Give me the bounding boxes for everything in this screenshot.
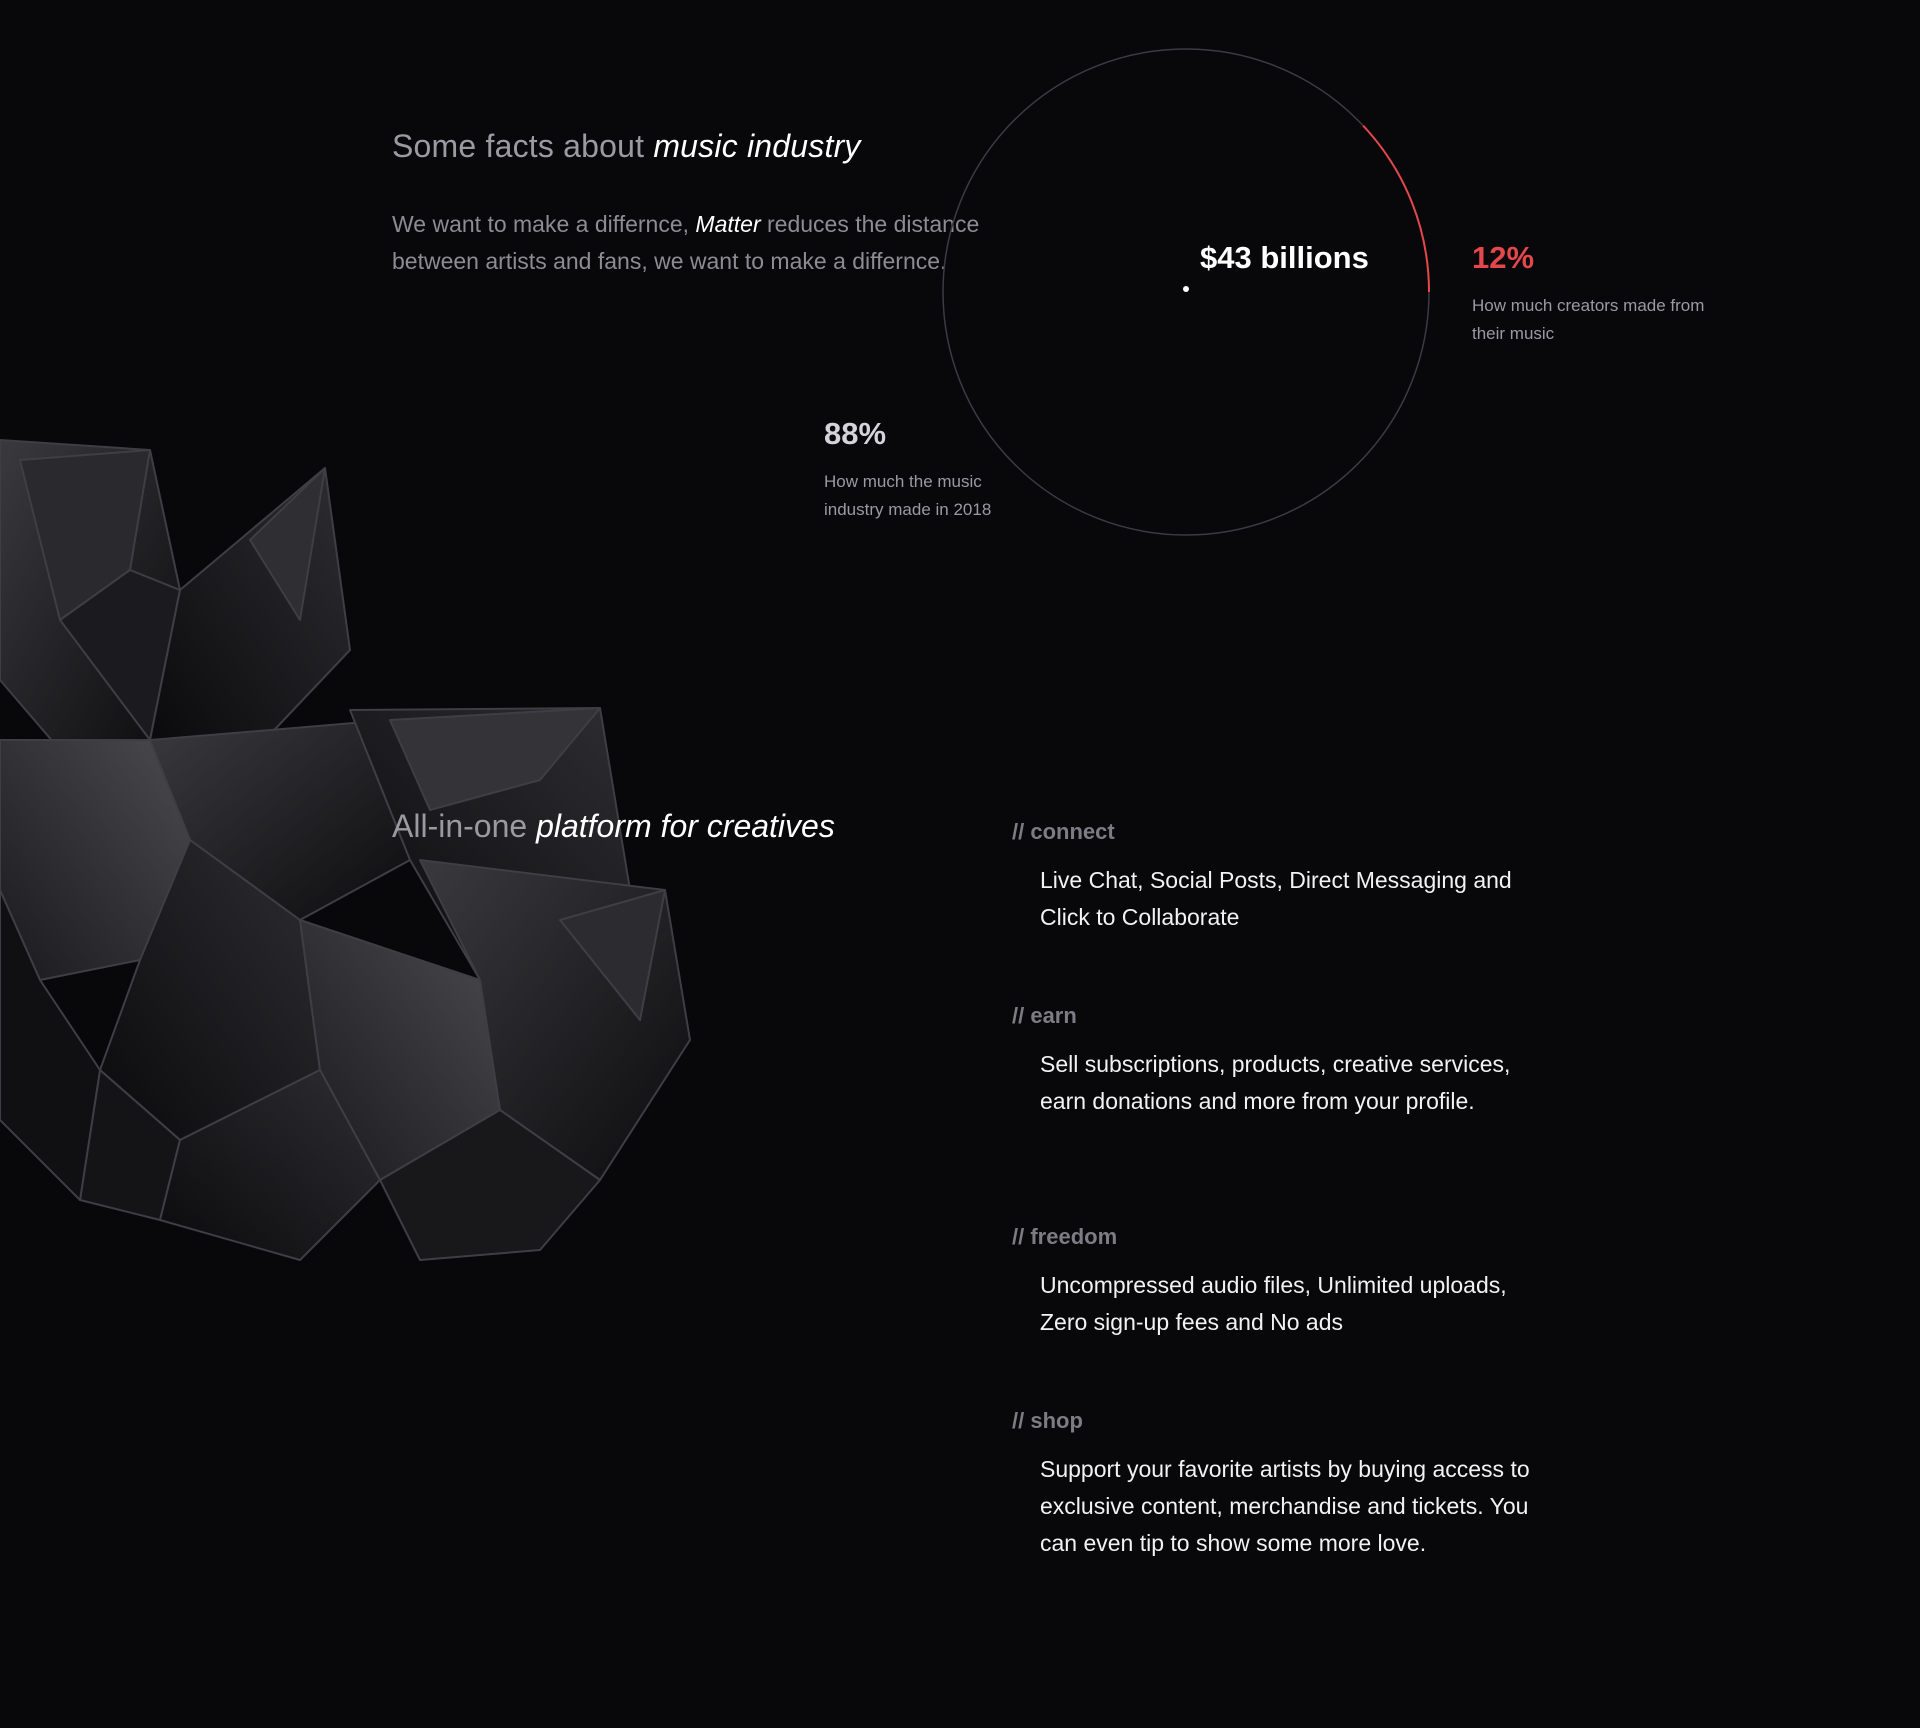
facts-heading-emphasis: music industry — [653, 128, 861, 164]
platform-heading — [392, 808, 835, 845]
feature-shop — [1012, 1401, 1532, 1562]
feature-tag: // earn — [1012, 1003, 1077, 1028]
facts-intro-before: We want to make a differnce, — [392, 211, 696, 237]
facts-intro-after: reduces the distance between artists and fans, we want to make a differnce. — [392, 211, 980, 274]
creators-share-label: How much creators made from their music — [1472, 296, 1705, 343]
facts-heading — [392, 128, 861, 165]
platform-heading-emphasis: platform for creatives — [536, 808, 835, 844]
creators-share-arc — [1363, 126, 1429, 292]
industry-share-label: How much the music industry made in 2018 — [824, 472, 992, 519]
feature-tag: // freedom — [1012, 1224, 1118, 1249]
total-revenue-value: $43 billions — [1200, 240, 1369, 275]
feature-description: Uncompressed audio files, Unlimited uploads, Zero sign-up fees and No ads — [1040, 1272, 1507, 1335]
feature-freedom — [1012, 1217, 1532, 1341]
feature-tag: // connect — [1012, 819, 1115, 844]
crystal-sculpture-image — [0, 420, 720, 1280]
feature-earn — [1012, 996, 1532, 1120]
ring-center-dot — [1183, 286, 1189, 292]
feature-tag: // shop — [1012, 1408, 1083, 1433]
feature-description: Support your favorite artists by buying access to exclusive content, merchandise and tickets. You can even tip to show some more love. — [1040, 1456, 1530, 1556]
platform-heading-plain: All-in-one — [392, 808, 537, 844]
brand-name: Matter — [695, 211, 761, 237]
feature-description: Sell subscriptions, products, creative services, earn donations and more from your profile. — [1040, 1051, 1511, 1114]
creators-share-value: 12% — [1472, 240, 1535, 275]
industry-share-value: 88% — [824, 416, 887, 451]
feature-connect — [1012, 812, 1532, 936]
feature-description: Live Chat, Social Posts, Direct Messaging and Click to Collaborate — [1040, 867, 1512, 930]
share-ring-chart — [940, 46, 1432, 538]
facts-heading-plain: Some facts about — [392, 128, 654, 164]
ring-track — [943, 49, 1429, 535]
